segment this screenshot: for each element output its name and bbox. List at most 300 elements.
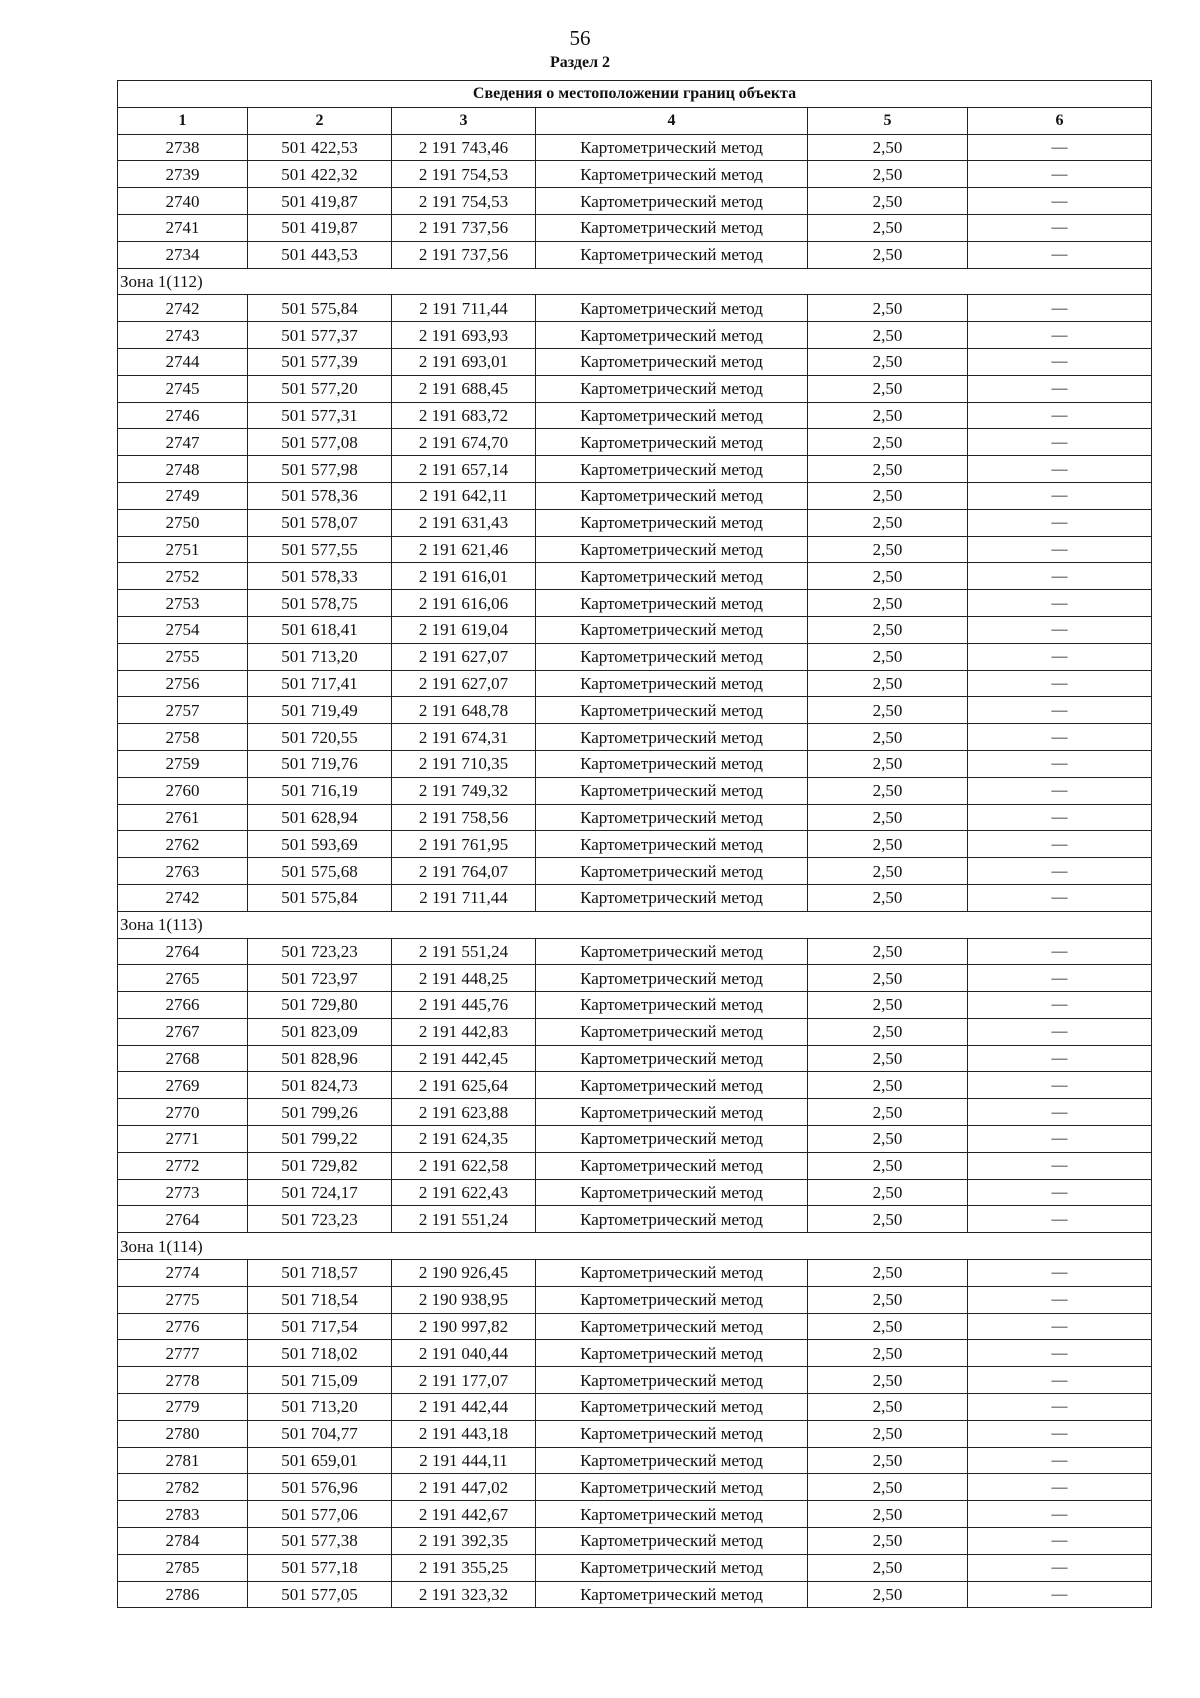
table-row <box>118 670 1152 697</box>
accuracy-cell: 2,50 <box>808 616 968 643</box>
method-cell: Картометрический метод <box>536 188 808 215</box>
point-number-cell: 2761 <box>118 804 248 831</box>
table-row <box>118 563 1152 590</box>
method-cell: Картометрический метод <box>536 1581 808 1608</box>
y-coordinate-cell: 2 191 627,07 <box>392 643 536 670</box>
description-cell: — <box>968 697 1152 724</box>
description-cell: — <box>968 536 1152 563</box>
x-coordinate-cell: 501 419,87 <box>248 214 392 241</box>
point-number-cell: 2763 <box>118 858 248 885</box>
method-cell: Картометрический метод <box>536 965 808 992</box>
y-coordinate-cell: 2 191 624,35 <box>392 1126 536 1153</box>
method-cell: Картометрический метод <box>536 536 808 563</box>
x-coordinate-cell: 501 823,09 <box>248 1018 392 1045</box>
description-cell: — <box>968 1018 1152 1045</box>
accuracy-cell: 2,50 <box>808 643 968 670</box>
description-cell: — <box>968 1447 1152 1474</box>
description-cell: — <box>968 295 1152 322</box>
point-number-cell: 2764 <box>118 938 248 965</box>
accuracy-cell: 2,50 <box>808 858 968 885</box>
table-row <box>118 992 1152 1019</box>
x-coordinate-cell: 501 723,23 <box>248 1206 392 1233</box>
description-cell: — <box>968 188 1152 215</box>
description-cell: — <box>968 375 1152 402</box>
y-coordinate-cell: 2 191 622,58 <box>392 1152 536 1179</box>
accuracy-cell: 2,50 <box>808 1286 968 1313</box>
description-cell: — <box>968 1126 1152 1153</box>
y-coordinate-cell: 2 191 754,53 <box>392 188 536 215</box>
description-cell: — <box>968 1554 1152 1581</box>
method-cell: Картометрический метод <box>536 992 808 1019</box>
method-cell: Картометрический метод <box>536 429 808 456</box>
point-number-cell: 2768 <box>118 1045 248 1072</box>
description-cell: — <box>968 938 1152 965</box>
method-cell: Картометрический метод <box>536 375 808 402</box>
point-number-cell: 2777 <box>118 1340 248 1367</box>
method-cell: Картометрический метод <box>536 804 808 831</box>
x-coordinate-cell: 501 718,02 <box>248 1340 392 1367</box>
accuracy-cell: 2,50 <box>808 1420 968 1447</box>
point-number-cell: 2750 <box>118 509 248 536</box>
table-row <box>118 965 1152 992</box>
table-row <box>118 402 1152 429</box>
table-row <box>118 1554 1152 1581</box>
zone-label: Зона 1(113) <box>118 911 1152 938</box>
description-cell: — <box>968 214 1152 241</box>
point-number-cell: 2779 <box>118 1394 248 1421</box>
x-coordinate-cell: 501 719,49 <box>248 697 392 724</box>
description-cell: — <box>968 1206 1152 1233</box>
accuracy-cell: 2,50 <box>808 750 968 777</box>
accuracy-cell: 2,50 <box>808 1045 968 1072</box>
accuracy-cell: 2,50 <box>808 214 968 241</box>
table-row <box>118 1072 1152 1099</box>
x-coordinate-cell: 501 577,08 <box>248 429 392 456</box>
method-cell: Картометрический метод <box>536 1528 808 1555</box>
method-cell: Картометрический метод <box>536 563 808 590</box>
point-number-cell: 2776 <box>118 1313 248 1340</box>
x-coordinate-cell: 501 577,37 <box>248 322 392 349</box>
point-number-cell: 2786 <box>118 1581 248 1608</box>
y-coordinate-cell: 2 191 442,83 <box>392 1018 536 1045</box>
method-cell: Картометрический метод <box>536 1501 808 1528</box>
table-row <box>118 161 1152 188</box>
y-coordinate-cell: 2 191 657,14 <box>392 456 536 483</box>
x-coordinate-cell: 501 659,01 <box>248 1447 392 1474</box>
x-coordinate-cell: 501 577,98 <box>248 456 392 483</box>
description-cell: — <box>968 884 1152 911</box>
y-coordinate-cell: 2 190 938,95 <box>392 1286 536 1313</box>
y-coordinate-cell: 2 191 355,25 <box>392 1554 536 1581</box>
method-cell: Картометрический метод <box>536 456 808 483</box>
accuracy-cell: 2,50 <box>808 590 968 617</box>
x-coordinate-cell: 501 723,23 <box>248 938 392 965</box>
section-title: Раздел 2 <box>549 54 611 71</box>
accuracy-cell: 2,50 <box>808 1179 968 1206</box>
accuracy-cell: 2,50 <box>808 188 968 215</box>
accuracy-cell: 2,50 <box>808 670 968 697</box>
point-number-cell: 2785 <box>118 1554 248 1581</box>
method-cell: Картометрический метод <box>536 616 808 643</box>
y-coordinate-cell: 2 191 743,46 <box>392 134 536 161</box>
table-row <box>118 1420 1152 1447</box>
method-cell: Картометрический метод <box>536 1286 808 1313</box>
description-cell: — <box>968 1340 1152 1367</box>
x-coordinate-cell: 501 729,80 <box>248 992 392 1019</box>
description-cell: — <box>968 590 1152 617</box>
column-header: 5 <box>808 107 968 134</box>
x-coordinate-cell: 501 422,32 <box>248 161 392 188</box>
accuracy-cell: 2,50 <box>808 697 968 724</box>
method-cell: Картометрический метод <box>536 134 808 161</box>
table-row <box>118 295 1152 322</box>
description-cell: — <box>968 1099 1152 1126</box>
column-header: 1 <box>118 107 248 134</box>
accuracy-cell: 2,50 <box>808 1313 968 1340</box>
y-coordinate-cell: 2 191 737,56 <box>392 241 536 268</box>
x-coordinate-cell: 501 577,05 <box>248 1581 392 1608</box>
table-row <box>118 884 1152 911</box>
table-row <box>118 241 1152 268</box>
point-number-cell: 2780 <box>118 1420 248 1447</box>
y-coordinate-cell: 2 191 627,07 <box>392 670 536 697</box>
table-row <box>118 616 1152 643</box>
y-coordinate-cell: 2 191 688,45 <box>392 375 536 402</box>
method-cell: Картометрический метод <box>536 214 808 241</box>
table-row <box>118 1581 1152 1608</box>
description-cell: — <box>968 1260 1152 1287</box>
point-number-cell: 2772 <box>118 1152 248 1179</box>
description-cell: — <box>968 1313 1152 1340</box>
description-cell: — <box>968 831 1152 858</box>
x-coordinate-cell: 501 577,20 <box>248 375 392 402</box>
table-body <box>118 134 1152 1608</box>
x-coordinate-cell: 501 443,53 <box>248 241 392 268</box>
table-row <box>118 1394 1152 1421</box>
x-coordinate-cell: 501 718,57 <box>248 1260 392 1287</box>
table-row <box>118 429 1152 456</box>
table-row <box>118 1018 1152 1045</box>
table-row <box>118 1367 1152 1394</box>
description-cell: — <box>968 1420 1152 1447</box>
y-coordinate-cell: 2 191 710,35 <box>392 750 536 777</box>
point-number-cell: 2774 <box>118 1260 248 1287</box>
description-cell: — <box>968 1581 1152 1608</box>
point-number-cell: 2783 <box>118 1501 248 1528</box>
x-coordinate-cell: 501 578,36 <box>248 482 392 509</box>
page-number: 56 <box>569 26 591 50</box>
method-cell: Картометрический метод <box>536 1152 808 1179</box>
description-cell: — <box>968 1286 1152 1313</box>
point-number-cell: 2741 <box>118 214 248 241</box>
table-row <box>118 590 1152 617</box>
table-row <box>118 804 1152 831</box>
point-number-cell: 2745 <box>118 375 248 402</box>
method-cell: Картометрический метод <box>536 831 808 858</box>
y-coordinate-cell: 2 191 749,32 <box>392 777 536 804</box>
description-cell: — <box>968 134 1152 161</box>
table-row <box>118 831 1152 858</box>
x-coordinate-cell: 501 723,97 <box>248 965 392 992</box>
description-cell: — <box>968 456 1152 483</box>
point-number-cell: 2740 <box>118 188 248 215</box>
zone-row <box>118 268 1152 295</box>
column-header: 2 <box>248 107 392 134</box>
accuracy-cell: 2,50 <box>808 402 968 429</box>
y-coordinate-cell: 2 191 622,43 <box>392 1179 536 1206</box>
method-cell: Картометрический метод <box>536 697 808 724</box>
y-coordinate-cell: 2 191 442,45 <box>392 1045 536 1072</box>
table-row <box>118 1501 1152 1528</box>
accuracy-cell: 2,50 <box>808 884 968 911</box>
point-number-cell: 2753 <box>118 590 248 617</box>
y-coordinate-cell: 2 191 442,44 <box>392 1394 536 1421</box>
accuracy-cell: 2,50 <box>808 724 968 751</box>
point-number-cell: 2766 <box>118 992 248 1019</box>
description-cell: — <box>968 1072 1152 1099</box>
point-number-cell: 2762 <box>118 831 248 858</box>
description-cell: — <box>968 509 1152 536</box>
y-coordinate-cell: 2 191 619,04 <box>392 616 536 643</box>
accuracy-cell: 2,50 <box>808 1126 968 1153</box>
method-cell: Картометрический метод <box>536 1313 808 1340</box>
y-coordinate-cell: 2 191 683,72 <box>392 402 536 429</box>
x-coordinate-cell: 501 824,73 <box>248 1072 392 1099</box>
point-number-cell: 2778 <box>118 1367 248 1394</box>
accuracy-cell: 2,50 <box>808 375 968 402</box>
description-cell: — <box>968 992 1152 1019</box>
table-row <box>118 188 1152 215</box>
table-row <box>118 134 1152 161</box>
accuracy-cell: 2,50 <box>808 965 968 992</box>
accuracy-cell: 2,50 <box>808 322 968 349</box>
y-coordinate-cell: 2 191 648,78 <box>392 697 536 724</box>
y-coordinate-cell: 2 191 693,01 <box>392 348 536 375</box>
method-cell: Картометрический метод <box>536 1045 808 1072</box>
method-cell: Картометрический метод <box>536 161 808 188</box>
y-coordinate-cell: 2 191 448,25 <box>392 965 536 992</box>
y-coordinate-cell: 2 191 623,88 <box>392 1099 536 1126</box>
point-number-cell: 2759 <box>118 750 248 777</box>
method-cell: Картометрический метод <box>536 724 808 751</box>
table-row <box>118 750 1152 777</box>
point-number-cell: 2767 <box>118 1018 248 1045</box>
method-cell: Картометрический метод <box>536 1420 808 1447</box>
method-cell: Картометрический метод <box>536 348 808 375</box>
y-coordinate-cell: 2 191 754,53 <box>392 161 536 188</box>
accuracy-cell: 2,50 <box>808 295 968 322</box>
table-row <box>118 697 1152 724</box>
accuracy-cell: 2,50 <box>808 1018 968 1045</box>
point-number-cell: 2757 <box>118 697 248 724</box>
point-number-cell: 2784 <box>118 1528 248 1555</box>
point-number-cell: 2747 <box>118 429 248 456</box>
method-cell: Картометрический метод <box>536 1394 808 1421</box>
column-header: 6 <box>968 107 1152 134</box>
description-cell: — <box>968 322 1152 349</box>
accuracy-cell: 2,50 <box>808 1367 968 1394</box>
description-cell: — <box>968 161 1152 188</box>
accuracy-cell: 2,50 <box>808 348 968 375</box>
x-coordinate-cell: 501 713,20 <box>248 643 392 670</box>
method-cell: Картометрический метод <box>536 509 808 536</box>
method-cell: Картометрический метод <box>536 1126 808 1153</box>
method-cell: Картометрический метод <box>536 241 808 268</box>
table-row <box>118 643 1152 670</box>
point-number-cell: 2756 <box>118 670 248 697</box>
x-coordinate-cell: 501 718,54 <box>248 1286 392 1313</box>
accuracy-cell: 2,50 <box>808 1474 968 1501</box>
table-row <box>118 1126 1152 1153</box>
x-coordinate-cell: 501 575,84 <box>248 884 392 911</box>
y-coordinate-cell: 2 191 761,95 <box>392 831 536 858</box>
description-cell: — <box>968 616 1152 643</box>
y-coordinate-cell: 2 191 711,44 <box>392 295 536 322</box>
point-number-cell: 2765 <box>118 965 248 992</box>
y-coordinate-cell: 2 191 616,01 <box>392 563 536 590</box>
accuracy-cell: 2,50 <box>808 1554 968 1581</box>
description-cell: — <box>968 670 1152 697</box>
x-coordinate-cell: 501 577,39 <box>248 348 392 375</box>
description-cell: — <box>968 1394 1152 1421</box>
y-coordinate-cell: 2 191 442,67 <box>392 1501 536 1528</box>
table-caption: Сведения о местоположении границ объекта <box>118 81 1152 108</box>
description-cell: — <box>968 563 1152 590</box>
point-number-cell: 2754 <box>118 616 248 643</box>
x-coordinate-cell: 501 578,75 <box>248 590 392 617</box>
description-cell: — <box>968 1152 1152 1179</box>
x-coordinate-cell: 501 828,96 <box>248 1045 392 1072</box>
x-coordinate-cell: 501 618,41 <box>248 616 392 643</box>
accuracy-cell: 2,50 <box>808 1152 968 1179</box>
accuracy-cell: 2,50 <box>808 1581 968 1608</box>
table-row <box>118 938 1152 965</box>
accuracy-cell: 2,50 <box>808 563 968 590</box>
description-cell: — <box>968 348 1152 375</box>
table-row <box>118 1528 1152 1555</box>
y-coordinate-cell: 2 191 443,18 <box>392 1420 536 1447</box>
point-number-cell: 2751 <box>118 536 248 563</box>
point-number-cell: 2770 <box>118 1099 248 1126</box>
point-number-cell: 2744 <box>118 348 248 375</box>
method-cell: Картометрический метод <box>536 482 808 509</box>
table-row <box>118 1045 1152 1072</box>
method-cell: Картометрический метод <box>536 1260 808 1287</box>
accuracy-cell: 2,50 <box>808 1099 968 1126</box>
table-row <box>118 1474 1152 1501</box>
accuracy-cell: 2,50 <box>808 536 968 563</box>
accuracy-cell: 2,50 <box>808 938 968 965</box>
description-cell: — <box>968 643 1152 670</box>
x-coordinate-cell: 501 593,69 <box>248 831 392 858</box>
table-row <box>118 482 1152 509</box>
table-row <box>118 322 1152 349</box>
x-coordinate-cell: 501 720,55 <box>248 724 392 751</box>
x-coordinate-cell: 501 577,31 <box>248 402 392 429</box>
x-coordinate-cell: 501 729,82 <box>248 1152 392 1179</box>
x-coordinate-cell: 501 576,96 <box>248 1474 392 1501</box>
x-coordinate-cell: 501 713,20 <box>248 1394 392 1421</box>
accuracy-cell: 2,50 <box>808 777 968 804</box>
description-cell: — <box>968 1045 1152 1072</box>
accuracy-cell: 2,50 <box>808 134 968 161</box>
accuracy-cell: 2,50 <box>808 456 968 483</box>
accuracy-cell: 2,50 <box>808 1072 968 1099</box>
table-row <box>118 375 1152 402</box>
method-cell: Картометрический метод <box>536 1474 808 1501</box>
method-cell: Картометрический метод <box>536 590 808 617</box>
x-coordinate-cell: 501 578,33 <box>248 563 392 590</box>
description-cell: — <box>968 1474 1152 1501</box>
method-cell: Картометрический метод <box>536 402 808 429</box>
method-cell: Картометрический метод <box>536 938 808 965</box>
x-coordinate-cell: 501 577,18 <box>248 1554 392 1581</box>
table-row <box>118 1099 1152 1126</box>
point-number-cell: 2742 <box>118 295 248 322</box>
x-coordinate-cell: 501 419,87 <box>248 188 392 215</box>
accuracy-cell: 2,50 <box>808 804 968 831</box>
description-cell: — <box>968 402 1152 429</box>
description-cell: — <box>968 724 1152 751</box>
x-coordinate-cell: 501 799,22 <box>248 1126 392 1153</box>
point-number-cell: 2748 <box>118 456 248 483</box>
point-number-cell: 2782 <box>118 1474 248 1501</box>
method-cell: Картометрический метод <box>536 1179 808 1206</box>
accuracy-cell: 2,50 <box>808 429 968 456</box>
method-cell: Картометрический метод <box>536 1367 808 1394</box>
table-row <box>118 1179 1152 1206</box>
x-coordinate-cell: 501 577,38 <box>248 1528 392 1555</box>
y-coordinate-cell: 2 191 711,44 <box>392 884 536 911</box>
y-coordinate-cell: 2 191 177,07 <box>392 1367 536 1394</box>
point-number-cell: 2755 <box>118 643 248 670</box>
point-number-cell: 2769 <box>118 1072 248 1099</box>
y-coordinate-cell: 2 191 621,46 <box>392 536 536 563</box>
y-coordinate-cell: 2 191 625,64 <box>392 1072 536 1099</box>
table-row <box>118 1152 1152 1179</box>
y-coordinate-cell: 2 191 447,02 <box>392 1474 536 1501</box>
point-number-cell: 2775 <box>118 1286 248 1313</box>
point-number-cell: 2743 <box>118 322 248 349</box>
zone-label: Зона 1(114) <box>118 1233 1152 1260</box>
description-cell: — <box>968 482 1152 509</box>
y-coordinate-cell: 2 191 764,07 <box>392 858 536 885</box>
description-cell: — <box>968 429 1152 456</box>
x-coordinate-cell: 501 719,76 <box>248 750 392 777</box>
y-coordinate-cell: 2 191 444,11 <box>392 1447 536 1474</box>
x-coordinate-cell: 501 575,68 <box>248 858 392 885</box>
y-coordinate-cell: 2 191 674,70 <box>392 429 536 456</box>
x-coordinate-cell: 501 577,55 <box>248 536 392 563</box>
method-cell: Картометрический метод <box>536 670 808 697</box>
y-coordinate-cell: 2 191 551,24 <box>392 1206 536 1233</box>
y-coordinate-cell: 2 191 758,56 <box>392 804 536 831</box>
method-cell: Картометрический метод <box>536 643 808 670</box>
method-cell: Картометрический метод <box>536 1206 808 1233</box>
column-header-row <box>118 107 1152 134</box>
description-cell: — <box>968 750 1152 777</box>
y-coordinate-cell: 2 191 693,93 <box>392 322 536 349</box>
point-number-cell: 2752 <box>118 563 248 590</box>
table-row <box>118 456 1152 483</box>
x-coordinate-cell: 501 724,17 <box>248 1179 392 1206</box>
column-header: 3 <box>392 107 536 134</box>
y-coordinate-cell: 2 191 323,32 <box>392 1581 536 1608</box>
zone-row <box>118 1233 1152 1260</box>
point-number-cell: 2771 <box>118 1126 248 1153</box>
accuracy-cell: 2,50 <box>808 1394 968 1421</box>
accuracy-cell: 2,50 <box>808 509 968 536</box>
